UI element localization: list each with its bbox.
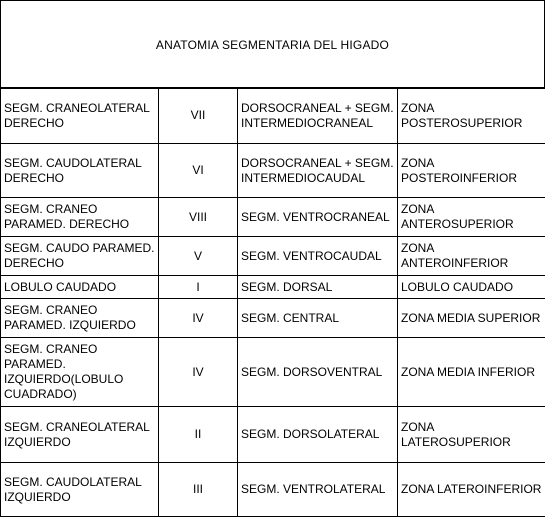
zone-cell: ZONA MEDIA INFERIOR	[398, 338, 545, 407]
roman-numeral-cell: VII	[159, 88, 238, 144]
table-row	[1, 88, 545, 144]
orientation-cell: SEGM. DORSOLATERAL	[238, 407, 398, 463]
table-row	[1, 198, 545, 237]
segment-cell: LOBULO CAUDADO	[1, 276, 159, 299]
segment-cell: SEGM. CRANEO PARAMED. IZQUIERDO(LOBULO CUADRADO)	[1, 338, 159, 407]
segment-cell: SEGM. CAUDOLATERAL DERECHO	[1, 144, 159, 198]
roman-numeral-cell: V	[159, 237, 238, 276]
zone-cell: ZONA POSTEROINFERIOR	[398, 144, 545, 198]
segment-cell: SEGM. CRANEOLATERAL DERECHO	[1, 88, 159, 144]
orientation-cell: SEGM. CENTRAL	[238, 299, 398, 338]
zone-cell: ZONA LATEROINFERIOR	[398, 463, 545, 517]
table-row	[1, 338, 545, 407]
roman-numeral-cell: IV	[159, 299, 238, 338]
orientation-cell: SEGM. VENTROCAUDAL	[238, 237, 398, 276]
zone-cell: ZONA MEDIA SUPERIOR	[398, 299, 545, 338]
roman-numeral-cell: I	[159, 276, 238, 299]
segment-table	[0, 87, 545, 517]
zone-cell: ZONA ANTEROINFERIOR	[398, 237, 545, 276]
table-row	[1, 144, 545, 198]
orientation-cell: SEGM. DORSOVENTRAL	[238, 338, 398, 407]
segment-cell: SEGM. CRANEO PARAMED. IZQUIERDO	[1, 299, 159, 338]
roman-numeral-cell: IV	[159, 338, 238, 407]
roman-numeral-cell: II	[159, 407, 238, 463]
orientation-cell: SEGM. VENTROLATERAL	[238, 463, 398, 517]
segment-cell: SEGM. CRANEOLATERAL IZQUIERDO	[1, 407, 159, 463]
roman-numeral-cell: VIII	[159, 198, 238, 237]
orientation-cell: DORSOCRANEAL + SEGM. INTERMEDIOCAUDAL	[238, 144, 398, 198]
segment-cell: SEGM. CRANEO PARAMED. DERECHO	[1, 198, 159, 237]
zone-cell: ZONA POSTEROSUPERIOR	[398, 88, 545, 144]
title-box	[0, 0, 545, 89]
orientation-cell: SEGM. DORSAL	[238, 276, 398, 299]
table-row	[1, 299, 545, 338]
table-row	[1, 407, 545, 463]
orientation-cell: SEGM. VENTROCRANEAL	[238, 198, 398, 237]
table-row	[1, 276, 545, 299]
orientation-cell: DORSOCRANEAL + SEGM. INTERMEDIOCRANEAL	[238, 88, 398, 144]
zone-cell: ZONA ANTEROSUPERIOR	[398, 198, 545, 237]
zone-cell: LOBULO CAUDADO	[398, 276, 545, 299]
table-row	[1, 463, 545, 517]
roman-numeral-cell: III	[159, 463, 238, 517]
zone-cell: ZONA LATEROSUPERIOR	[398, 407, 545, 463]
table-row	[1, 237, 545, 276]
roman-numeral-cell: VI	[159, 144, 238, 198]
segment-cell: SEGM. CAUDO PARAMED. DERECHO	[1, 237, 159, 276]
document-title: ANATOMIA SEGMENTARIA DEL HIGADO	[155, 37, 390, 52]
segment-cell: SEGM. CAUDOLATERAL IZQUIERDO	[1, 463, 159, 517]
